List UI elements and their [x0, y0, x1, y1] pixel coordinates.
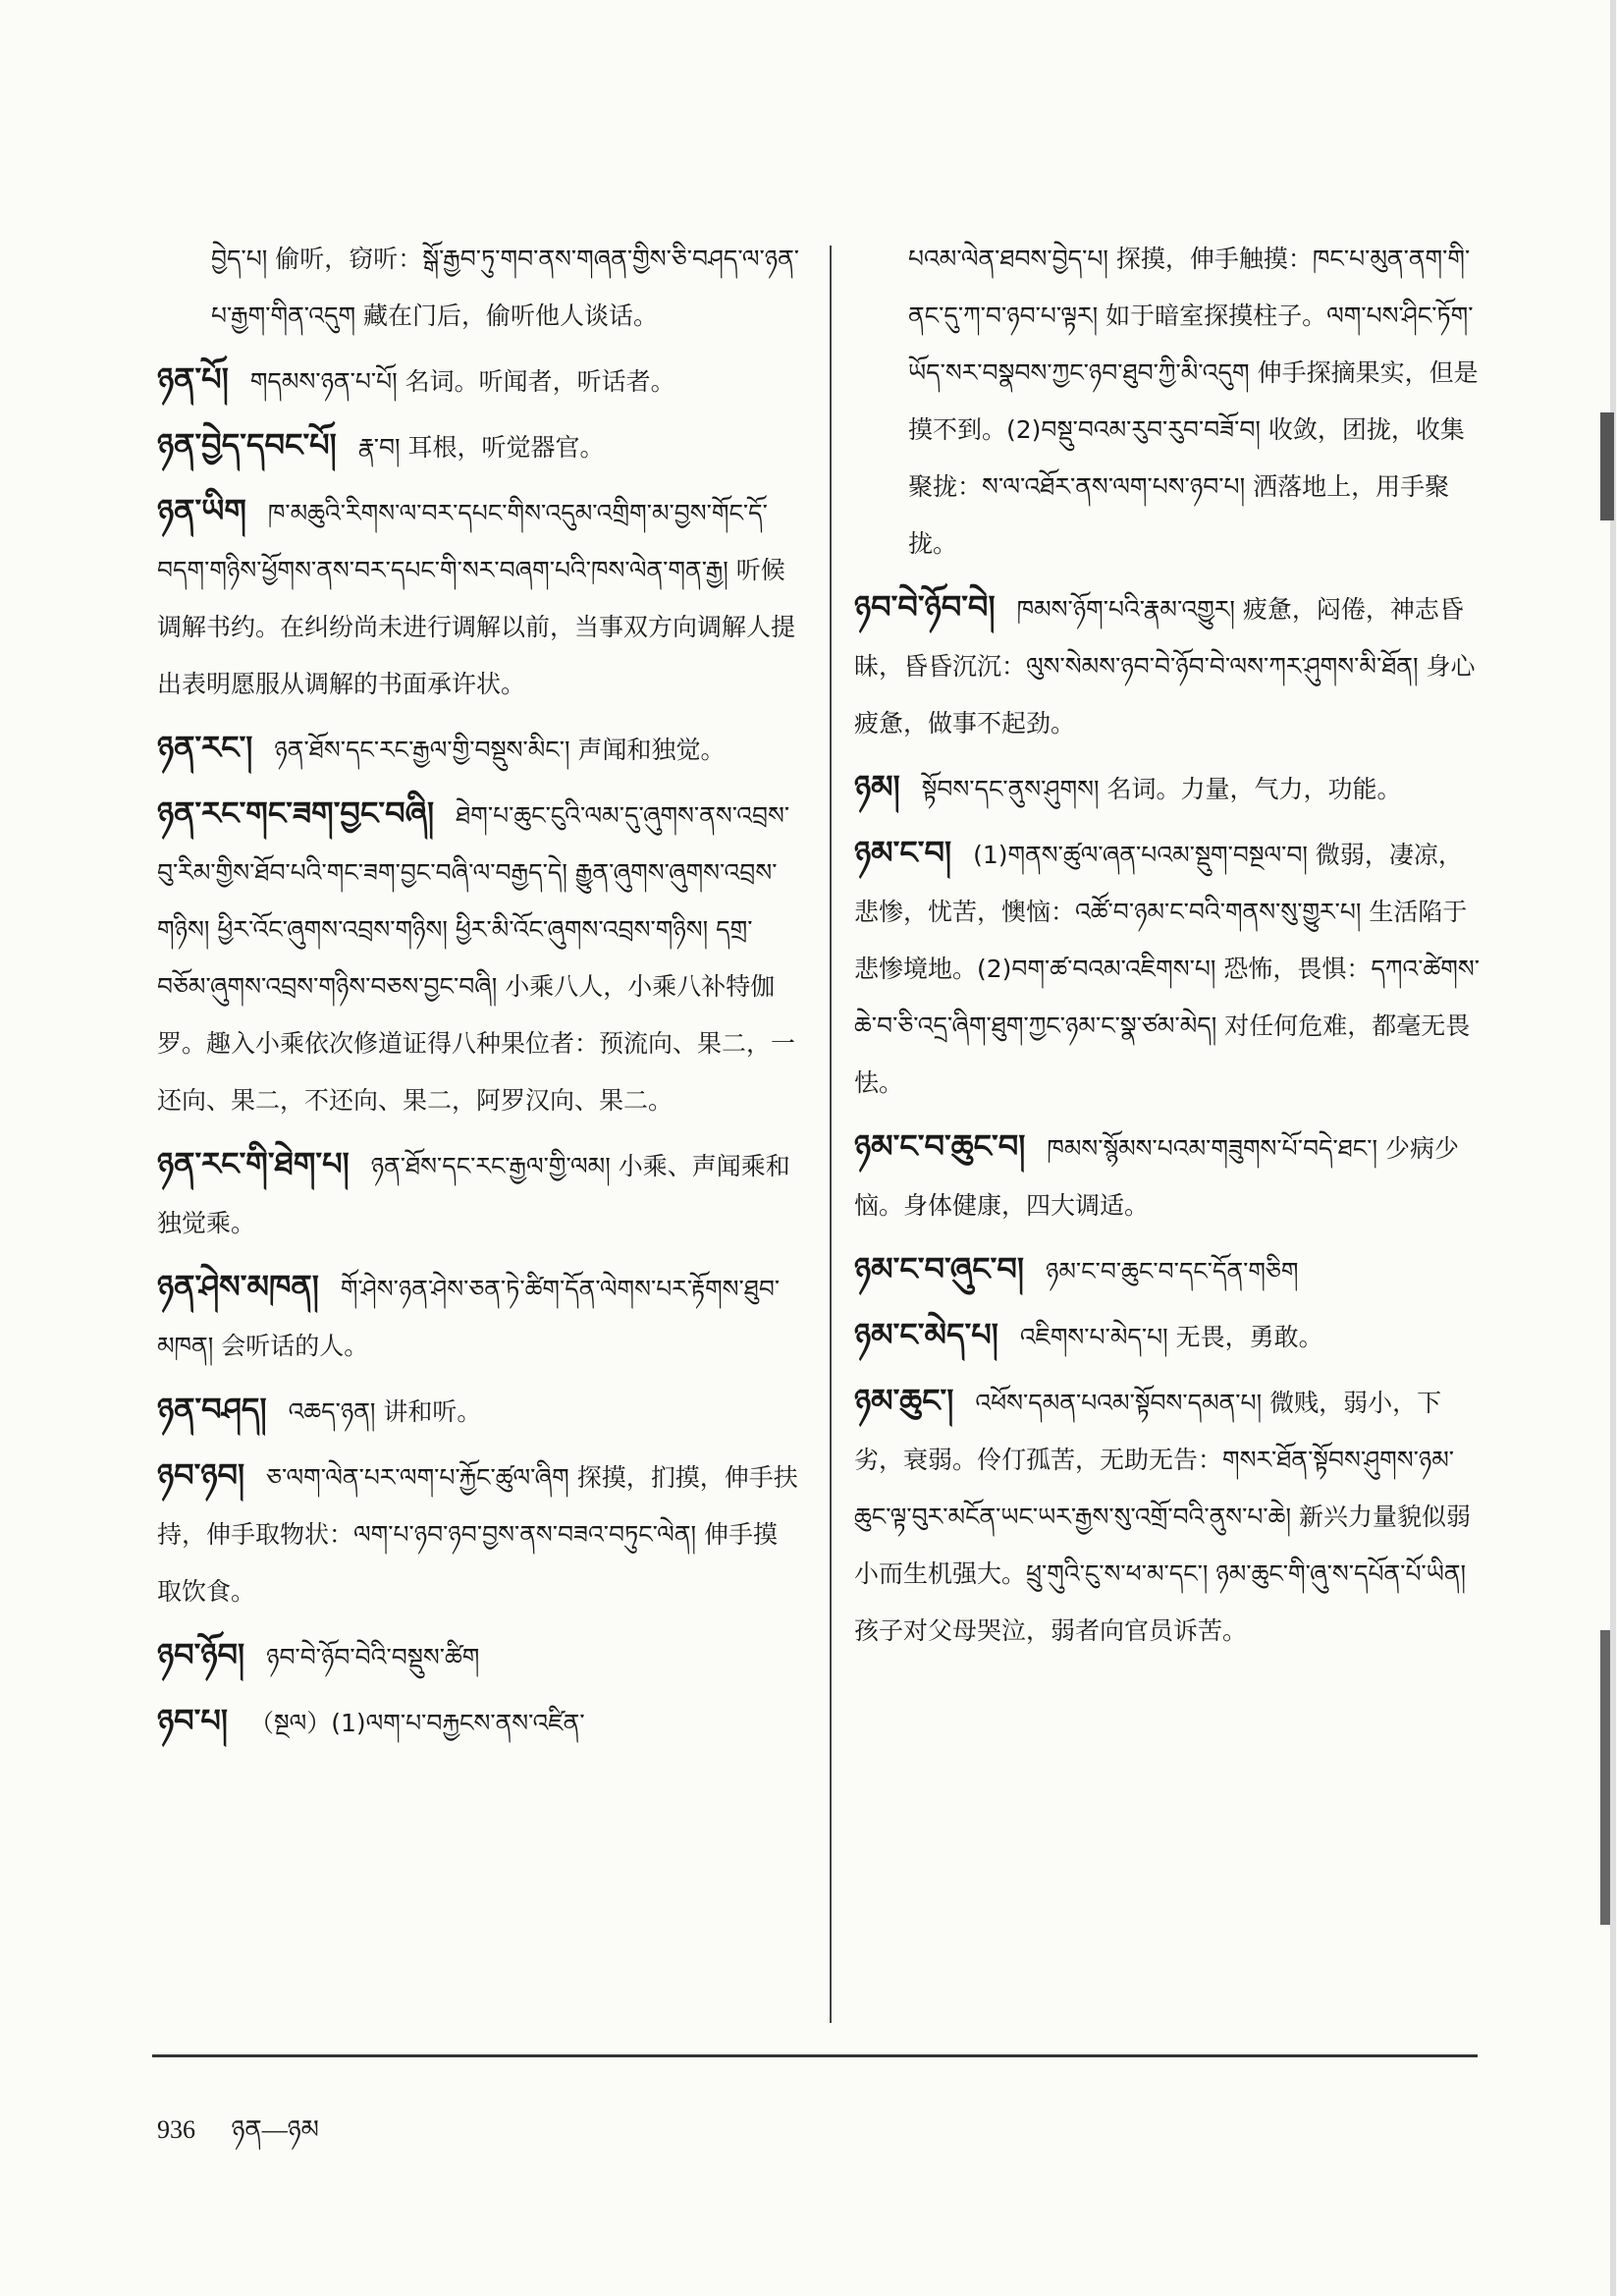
- entry-headword: ཉམ།: [854, 768, 900, 805]
- entry-definition: ཉན་ཐོས་དང་རང་རྒྱལ་གྱི་བསྡུས་མིང་། 声闻和独觉。: [274, 736, 726, 764]
- entry-headword: ཉམ་ཆུང་།: [854, 1382, 954, 1419]
- entry-definition: ཅ་ལག་ལེན་པར་ལག་པ་རྐྱོང་ཚུལ་ཞིག 探摸，扪摸，伸手扶持，伸手取物状：ལག་པ་ཉབ་ཉབ་བྱས་ནས་བཟའ་བཏུང་ལེན། 伸手摸取饮食。: [157, 1463, 798, 1606]
- entry-headword: ཉན་རང་གི་ཐེག་པ།: [157, 1145, 350, 1182]
- dictionary-entry: [854, 231, 1482, 573]
- entry-headword: ཉན་ཤེས་མཁན།: [157, 1268, 319, 1305]
- dictionary-entry: [157, 785, 800, 1129]
- dictionary-entry: [854, 824, 1482, 1112]
- page-number: 936: [157, 2115, 195, 2144]
- running-head: ཉན—ཉམ: [231, 2115, 319, 2144]
- entry-headword: ཉམ་ང་བ།: [854, 834, 952, 871]
- dictionary-entry: [854, 1306, 1482, 1366]
- dictionary-entry: [854, 1118, 1482, 1234]
- dictionary-entry: [157, 1135, 800, 1252]
- dictionary-entry: [854, 758, 1482, 818]
- entry-definition: པའམ་ལེན་ཐབས་བྱེད་པ། 探摸，伸手触摸：ཁང་པ་མུན་ནག་གི་ནང་དུ་ཀ་བ་ཉབ་པ་ལྟར། 如于暗室探摸柱子。ལག་པས་ཤིང་ཏོག་ཡོད་སར་བསྣབས་ཀྱང་ཉབ་ཐུབ་ཀྱི་མི་འདུག 伸手探摘果实，但是摸不到。(2)བསྡུ་བའམ་རུབ་རུབ་བཟོ་བ། 收敛，团拢，收集聚拢：ས་ལ་འཐོར་ནས་ལག་པས་ཉབ་པ། 洒落地上，用手聚拢。: [908, 245, 1479, 558]
- entry-headword: ཉབ་ཉོབ།: [157, 1636, 245, 1673]
- entry-definition: （སྔལ）(1)ལག་པ་བརྐྱངས་ནས་འཛིན་: [248, 1709, 585, 1737]
- entry-definition: (1)གནས་ཚུལ་ཞན་པའམ་སྡུག་བསྔལ་བ། 微弱，凄凉，悲惨，忧苦，懊恼：འཚོ་བ་ཉམ་ང་བའི་གནས་སུ་གྱུར་པ། 生活陷于悲惨境地。(2)བག་ཚ་བའམ་འཇིགས་པ། 恐怖，畏惧：དཀའ་ཚེགས་ཆེ་བ་ཅི་འདྲ་ཞིག་ཐུག་ཀྱང་ཉམ་ང་སྣ་ཙམ་མེད། 对任何危难，都毫无畏怯。: [854, 841, 1481, 1097]
- entry-headword: ཉམ་ང་མེད་པ།: [854, 1316, 998, 1353]
- dictionary-entry: [157, 1626, 800, 1686]
- entry-headword: ཉན་རང་།: [157, 729, 253, 766]
- dictionary-entry: [157, 416, 800, 476]
- dictionary-entry: [854, 1372, 1482, 1660]
- dictionary-entry: [157, 1692, 800, 1752]
- entry-headword: ཉན་བྱེད་དབང་པོ།: [157, 426, 337, 464]
- entry-definition: གོ་ཤེས་ཉན་ཤེས་ཅན་ཏེ་ཚིག་དོན་ལེགས་པར་རྟོགས་ཐུབ་མཁན། 会听话的人。: [157, 1275, 781, 1360]
- entry-definition: རྣ་བ། 耳根，听觉器官。: [357, 433, 605, 462]
- entry-definition: ཁམས་སྙོམས་པའམ་གཟུགས་པོ་བདེ་ཐང་། 少病少恼。身体健康，四大调适。: [854, 1134, 1459, 1220]
- left-column: [157, 231, 800, 1758]
- dictionary-entry: [157, 231, 800, 345]
- entry-headword: ཉབ་བེ་ཉོབ་བེ།: [854, 588, 996, 626]
- entry-definition: ཐེག་པ་ཆུང་ངུའི་ལམ་དུ་ཞུགས་ནས་འབྲས་བུ་རིམ་གྱིས་ཐོབ་པའི་གང་ཟག་བྱང་བཞི་ལ་བརྒྱད་དེ། རྒྱུན་ཞུགས་ཞུགས་འབྲས་གཉིས། ཕྱིར་འོང་ཞུགས་འབྲས་གཉིས། ཕྱིར་མི་འོང་ཞུགས་འབྲས་གཉིས། དགྲ་བཅོམ་ཞུགས་འབྲས་གཉིས་བཅས་བྱང་བཞི། 小乘八人，小乘八补特伽罗。趣入小乘依次修道证得八种果位者：预流向、果二，一还向、果二，不还向、果二，阿罗汉向、果二。: [157, 801, 796, 1115]
- entry-headword: ཉམ་ང་བ་ཆུང་བ།: [854, 1127, 1026, 1165]
- entry-headword: ཉན་པོ།: [157, 360, 229, 398]
- column-divider: [830, 246, 832, 2023]
- scan-mark: [1600, 412, 1614, 520]
- entry-definition: ཁམས་ཉོག་པའི་རྣམ་འགྱུར། 疲惫，闷倦，神志昏昧，昏昏沉沉：ལུས་སེམས་ཉབ་བེ་ཉོབ་བེ་ལས་ཀར་ཤུགས་མི་ཐོན། 身心疲惫，做事不起劲。: [854, 595, 1476, 738]
- entry-headword: ཉན་བཤད།: [157, 1391, 267, 1428]
- footer-rule: [152, 2054, 1478, 2057]
- dictionary-entry: [157, 351, 800, 410]
- entry-headword: ཉབ་པ།: [157, 1702, 228, 1739]
- entry-definition: ཉབ་བེ་ཉོབ་བེའི་བསྡུས་ཚིག: [266, 1643, 480, 1671]
- entry-definition: འཇིགས་པ་མེད་པ། 无畏，勇敢。: [1019, 1323, 1323, 1351]
- dictionary-entry: [157, 719, 800, 779]
- entry-definition: གདམས་ཉན་པ་པོ། 名词。听闻者，听话者。: [249, 367, 675, 396]
- entry-definition: ཉན་ཐོས་དང་རང་རྒྱལ་གྱི་ལམ། 小乘、声闻乘和独觉乘。: [157, 1152, 790, 1237]
- dictionary-entry: [157, 1258, 800, 1375]
- right-column: [854, 231, 1482, 1666]
- dictionary-entry: [157, 1447, 800, 1620]
- entry-definition: ཁ་མཆུའི་རིགས་ལ་བར་དཔང་གིས་འདུམ་འགྲིག་མ་བྱས་གོང་དོ་བདག་གཉིས་ཕྱོགས་ནས་བར་དཔང་གི་སར་བཞག་པའི་ཁས་ལེན་གན་རྒྱ། 听候调解书约。在纠纷尚未进行调解以前，当事双方向调解人提出表明愿服从调解的书面承许状。: [157, 499, 796, 698]
- dictionary-entry: [157, 482, 800, 713]
- entry-headword: ཉབ་ཉབ།: [157, 1456, 245, 1494]
- entry-definition: བྱེད་པ། 偷听，窃听：སྒོ་རྒྱབ་ཏུ་གབ་ནས་གཞན་གྱིས་ཅི་བཤད་ལ་ཉན་པ་རྒྱག་གིན་འདུག 藏在门后，偷听他人谈话。: [211, 245, 800, 330]
- dictionary-entry: [854, 1240, 1482, 1300]
- scan-edge-right: [1610, 0, 1616, 2296]
- entry-definition: འཕོས་དམན་པའམ་སྟོབས་དམན་པ། 微贱，弱小，下劣，衰弱。伶仃孤苦，无助无告：གསར་ཐོན་སྟོབས་ཤུགས་ཉམ་ཆུང་ལྟ་བུར་མངོན་ཡང་ཡར་རྒྱས་སུ་འགྲོ་བའི་ནུས་པ་ཆེ། 新兴力量貌似弱小而生机强大。ཕྲུ་གུའི་ངུ་ས་ཕ་མ་དང་། ཉམ་ཆུང་གི་ཞུ་ས་དཔོན་པོ་ཡིན། 孩子对父母哭泣，弱者向官员诉苦。: [854, 1389, 1471, 1645]
- scan-mark: [1600, 1630, 1610, 1925]
- entry-headword: ཉན་ཡིག: [157, 492, 246, 529]
- entry-definition: ཉམ་ང་བ་ཆུང་བ་དང་དོན་གཅིག: [1045, 1257, 1299, 1285]
- entry-definition: སྟོབས་དང་ནུས་ཤུགས། 名词。力量，气力，功能。: [921, 775, 1402, 803]
- page-footer: [157, 2102, 349, 2173]
- entry-headword: ཉམ་ང་བ་ཞུང་བ།: [854, 1250, 1024, 1287]
- dictionary-entry: [854, 578, 1482, 752]
- entry-definition: འཆད་ཉན། 讲和听。: [288, 1397, 482, 1426]
- entry-headword: ཉན་རང་གང་ཟག་བྱང་བཞི།: [157, 794, 435, 832]
- dictionary-entry: [157, 1381, 800, 1441]
